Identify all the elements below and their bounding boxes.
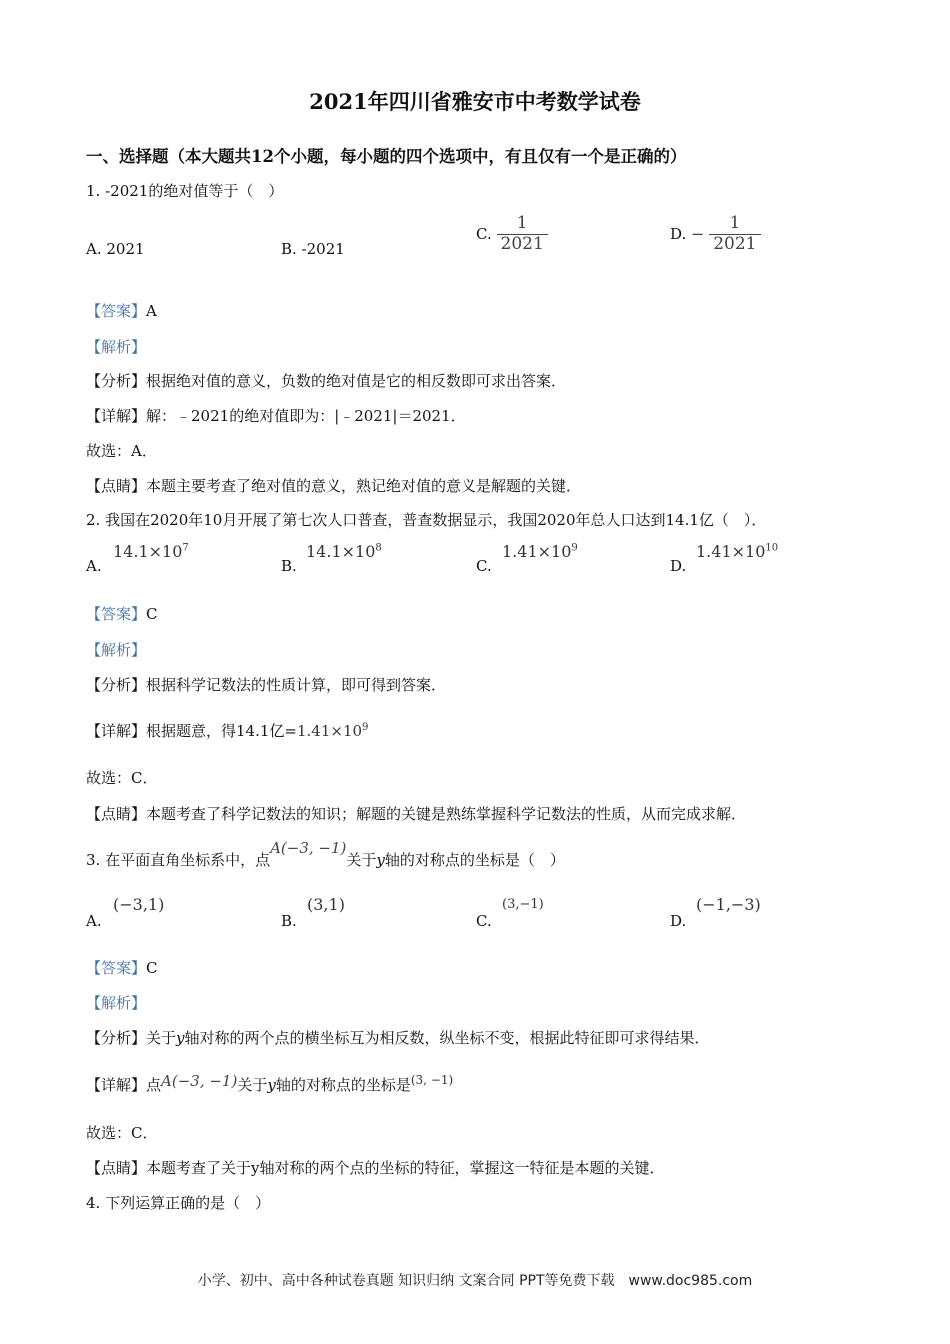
q3-xiangjie xyxy=(86,1074,453,1095)
q2-guxuan: 故选：C． xyxy=(86,769,158,787)
answer-tag: 【答案】 xyxy=(86,605,147,623)
q1-option-b: B. -2021 xyxy=(281,240,345,258)
fenxi-pre: 关于 xyxy=(146,1029,177,1047)
q3-option-d-value: (−1,−3) xyxy=(696,895,761,914)
xiangjie-text: 解：﹣2021的绝对值即为：|﹣2021|＝2021． xyxy=(146,407,466,425)
q2-analysis-tag xyxy=(86,639,146,660)
sci-exponent: 7 xyxy=(182,542,189,554)
q3-option-c-value: (3,−1) xyxy=(502,897,544,912)
page-title: 2021年四川省雅安市中考数学试卷 xyxy=(309,89,641,114)
fraction-numerator: 1 xyxy=(497,214,548,235)
dianjing-text: 本题考查了关于y轴对称的两个点的坐标的特征，掌握这一特征是本题的关键． xyxy=(146,1159,665,1177)
q2-answer xyxy=(86,603,158,624)
xiangjie-mid2: 轴的对称点的坐标是 xyxy=(275,1076,411,1094)
q3-stem-mid: 关于 xyxy=(346,851,377,869)
sci-base: 14.1×10 xyxy=(113,542,183,561)
xiangjie-tag: 【详解】 xyxy=(86,407,147,425)
xiangjie-mid1: 关于 xyxy=(237,1076,268,1094)
q3-analysis-tag xyxy=(86,992,146,1013)
q3-point: A(−3, −1) xyxy=(270,839,347,857)
fenxi-text: 根据绝对值的意义，负数的绝对值是它的相反数即可求出答案． xyxy=(146,372,567,390)
sci-exponent: 9 xyxy=(571,542,578,554)
y-variable: y xyxy=(267,1076,276,1094)
q1-stem: 1. -2021的绝对值等于（ ） xyxy=(86,182,284,200)
answer-value: A xyxy=(146,302,157,320)
q3-option-a-label: A. xyxy=(86,912,102,930)
fenxi-tag: 【分析】 xyxy=(86,372,147,390)
y-variable: y xyxy=(376,851,385,869)
sci-exponent: 9 xyxy=(362,722,369,733)
q3-stem-post: 轴的对称点的坐标是（ ） xyxy=(384,851,565,869)
q4-stem: 4. 下列运算正确的是（ ） xyxy=(86,1194,271,1212)
section-heading: 一、选择题（本大题共12个小题，每小题的四个选项中，有且仅有一个是正确的） xyxy=(86,147,687,166)
q1-guxuan: 故选：A． xyxy=(86,442,157,460)
q1-option-d-fraction xyxy=(709,214,760,254)
xiangjie-pre: 点 xyxy=(146,1076,162,1094)
sci-exponent: 8 xyxy=(375,542,382,554)
fraction-denominator: 2021 xyxy=(713,233,757,254)
q3-option-b-value: (3,1) xyxy=(307,895,345,914)
q1-answer xyxy=(86,300,157,321)
dianjing-text: 本题主要考查了绝对值的意义，熟记绝对值的意义是解题的关键． xyxy=(146,477,582,495)
minus-sign: − xyxy=(691,224,705,244)
q3-option-d-label: D. xyxy=(670,912,687,930)
q2-option-b-value xyxy=(306,542,382,561)
q3-answer xyxy=(86,957,158,978)
dianjing-text: 本题考查了科学记数法的知识；解题的关键是熟练掌握科学记数法的性质，从而完成求解． xyxy=(146,805,747,823)
q2-fenxi xyxy=(86,674,446,695)
page-footer: 小学、初中、高中各种试卷真题 知识归纳 文案合同 PPT等免费下载 www.doc985.com xyxy=(197,1273,753,1289)
sci-base: 1.41×10 xyxy=(296,722,363,740)
analysis-tag: 【解析】 xyxy=(86,338,147,356)
q1-option-c-fraction xyxy=(497,214,548,254)
xiangjie-sci xyxy=(297,722,368,740)
answer-value: C xyxy=(146,605,158,623)
fenxi-tag: 【分析】 xyxy=(86,676,147,694)
q3-dianjing xyxy=(86,1157,665,1178)
q2-option-d-value xyxy=(696,542,778,561)
q1-option-d-label: D. xyxy=(670,225,687,244)
q2-option-a-label: A. xyxy=(86,557,102,575)
fenxi-text: 轴对称的两个点的横坐标互为相反数，纵坐标不变，根据此特征即可求得结果． xyxy=(184,1029,710,1047)
answer-tag: 【答案】 xyxy=(86,302,147,320)
q3-option-a-value: (−3,1) xyxy=(113,895,165,914)
q1-xiangjie xyxy=(86,405,466,426)
y-variable: y xyxy=(176,1029,185,1047)
q3-option-c-label: C. xyxy=(476,912,492,930)
q2-option-c-label: C. xyxy=(476,557,492,575)
q3-guxuan: 故选：C． xyxy=(86,1124,158,1142)
fraction-numerator: 1 xyxy=(709,214,760,235)
fenxi-tag: 【分析】 xyxy=(86,1029,147,1047)
q3-stem xyxy=(86,839,565,870)
q2-xiangjie xyxy=(86,720,368,741)
answer-tag: 【答案】 xyxy=(86,959,147,977)
xiangjie-text: 根据题意，得14.1亿= xyxy=(146,722,297,740)
q1-option-a: A. 2021 xyxy=(86,240,145,258)
q1-dianjing xyxy=(86,475,581,496)
fraction-denominator: 2021 xyxy=(500,233,544,254)
q1-option-c-label: C. xyxy=(476,225,492,244)
xiangjie-tag: 【详解】 xyxy=(86,1076,147,1094)
fenxi-text: 根据科学记数法的性质计算，即可得到答案． xyxy=(146,676,447,694)
answer-value: C xyxy=(146,959,158,977)
dianjing-tag: 【点睛】 xyxy=(86,477,147,495)
q2-stem: 2. 我国在2020年10月开展了第七次人口普查，普查数据显示，我国2020年总人口达到14.1亿（ ）． xyxy=(86,511,767,529)
q1-analysis-tag xyxy=(86,336,146,357)
q2-option-c-value xyxy=(502,542,578,561)
q2-option-a-value xyxy=(113,542,189,561)
xiangjie-result: (3, −1) xyxy=(410,1073,454,1087)
dianjing-tag: 【点睛】 xyxy=(86,805,147,823)
xiangjie-point: A(−3, −1) xyxy=(161,1072,238,1090)
sci-base: 1.41×10 xyxy=(502,542,572,561)
q3-option-b-label: B. xyxy=(281,912,297,930)
sci-base: 1.41×10 xyxy=(696,542,766,561)
sci-base: 14.1×10 xyxy=(306,542,376,561)
q1-option-c xyxy=(476,214,548,254)
q2-option-d-label: D. xyxy=(670,557,687,575)
q1-fenxi xyxy=(86,370,566,391)
xiangjie-tag: 【详解】 xyxy=(86,722,147,740)
q1-option-d xyxy=(670,214,761,254)
analysis-tag: 【解析】 xyxy=(86,994,147,1012)
q2-option-b-label: B. xyxy=(281,557,297,575)
q3-fenxi xyxy=(86,1027,710,1048)
q3-stem-pre: 3. 在平面直角坐标系中，点 xyxy=(86,851,271,869)
dianjing-tag: 【点睛】 xyxy=(86,1159,147,1177)
analysis-tag: 【解析】 xyxy=(86,641,147,659)
sci-exponent: 10 xyxy=(765,542,779,554)
q2-dianjing xyxy=(86,803,746,824)
